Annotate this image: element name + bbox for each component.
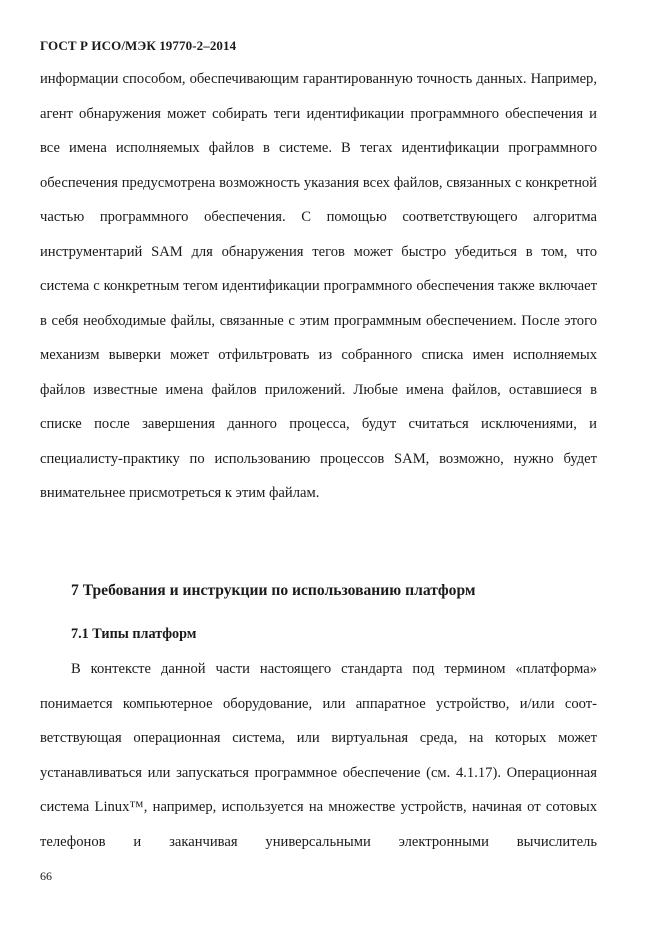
subsection-heading: 7.1 Типы платформ [71,626,197,642]
page-number: 66 [40,869,52,883]
section-heading: 7 Требования и инструкции по использованию платформ [71,582,476,599]
body-paragraph-2: В контексте данной части настоящего стандарта под термином «платформа» понимается компьютерное оборудование, или аппаратное устройство, и/или соответствующая операционная система, или виртуальная среда, на которых может устанавливаться или запускаться программное обеспечение (см. 4.1.17). Операционная система Linux™, например, используется на множестве устройств, начиная от сотовых телефонов и заканчивая универсальными электронными вычислитель [40,661,597,850]
document-header: ГОСТ Р ИСО/МЭК 19770-2–2014 [40,38,237,53]
body-paragraph-1: информации способом, обеспечивающим гарантированную точность данных. Например, агент обнаружения может собирать теги идентификации программного обеспечения и все имена исполняемых файлов в системе. В тегах идентификации программного обеспечения предусмотрена возможность указания всех файлов, связанных с конкретной частью программного обеспечения. С помощью соответствующего алгоритма инструментарий SAM для обнаружения тегов может быстро убедиться в том, что система с конкретным тегом идентификации программного обеспечения также включает в себя необходимые файлы, связанные с этим программным обеспечением. После этого механизм выверки может отфильтровать из собранного списка имен исполняемых файлов известные имена файлов приложений. Любые имена файлов, оставшиеся в списке после завершения данного процесса, будут считаться исключениями, и специалисту-практику по использованию процессов SAM, возможно, нужно будет внимательнее присмотреться к этим файлам. [40,71,597,501]
